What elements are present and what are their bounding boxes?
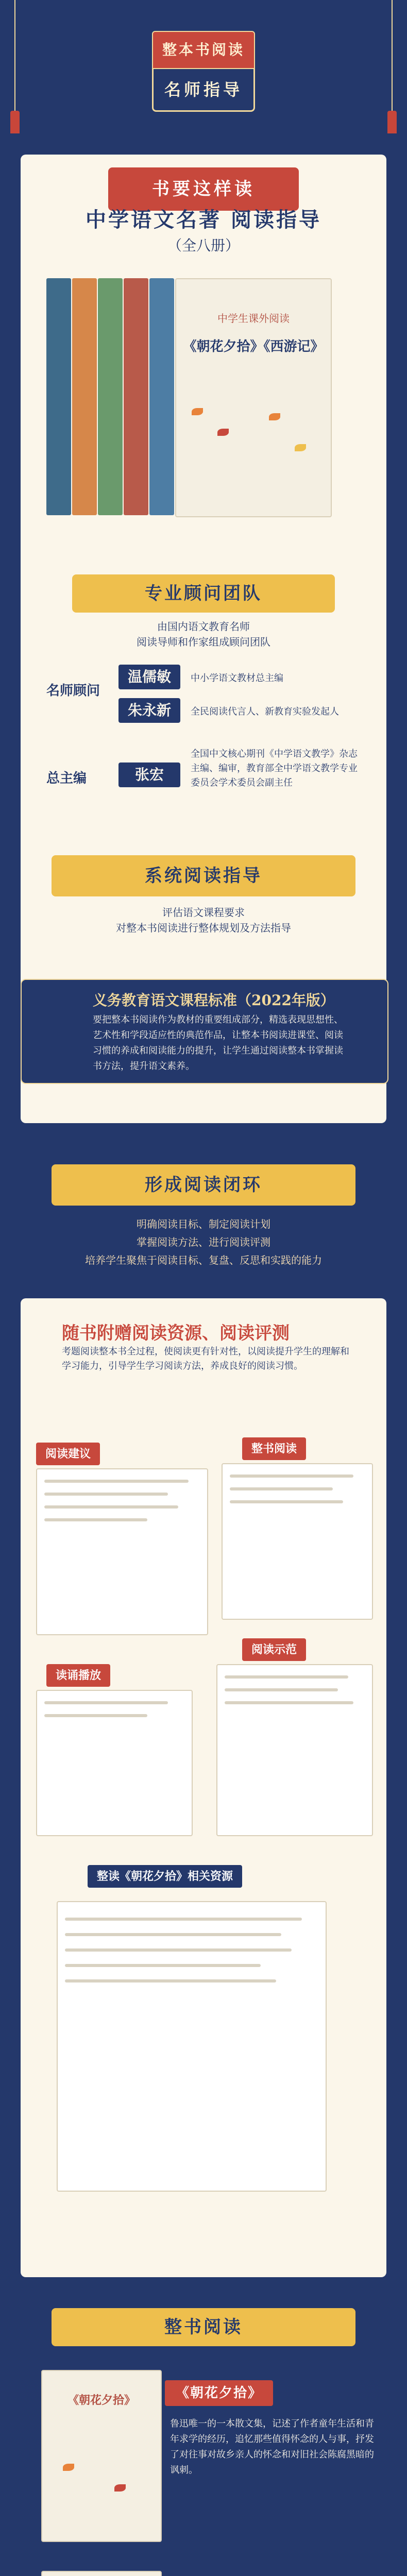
leaf-icon [269,413,280,420]
resource-screenshot [216,1664,373,1836]
advisors-pill: 专业顾问团队 [72,574,335,613]
leaf-icon [114,2484,126,2492]
loop-pill: 形成阅读闭环 [52,1164,355,1206]
editor-name: 张宏 [118,762,180,787]
leaf-icon [295,444,306,451]
system-desc: 对整本书阅读进行整体规划及方法指导 [116,922,291,934]
tab-reading-demo[interactable]: 阅读示范 [242,1638,306,1661]
advisor-name: 温儒敏 [118,665,180,689]
resource-screenshot [222,1463,373,1620]
rope-decoration [10,0,20,134]
resource-screenshot [57,1901,327,2192]
loop-desc: 培养学生聚焦于阅读目标、复盘、反思和实践的能力 [85,1254,322,1266]
book-cover-1 [41,2370,162,2542]
system-desc: 评估语文课程要求 [162,906,245,919]
loop-desc: 掌握阅读方法、进行阅读评测 [137,1236,270,1248]
editor-role: 全国中文核心期刊《中学语文教学》杂志主编、编审，教育部全中学语文教学专业委员会学术委员会副主任 [191,749,358,788]
advisor-role: 全民阅读代言人、新教育实验发起人 [191,706,339,717]
novels-pill: 整书阅读 [52,2308,355,2346]
book1-ribbon: 《朝花夕拾》 [165,2380,273,2406]
resource-screenshot [36,1468,208,1635]
tab-read-aloud[interactable]: 读诵播放 [46,1664,110,1687]
leaf-icon [63,2464,74,2471]
advisors-desc: 阅读导师和作家组成顾问团队 [137,636,270,648]
rope-decoration [387,0,397,134]
book-stack [46,278,361,520]
header-top-label: 整本书阅读 [152,31,255,69]
header-bottom-label: 名师指导 [152,69,255,112]
leaf-icon [217,429,229,436]
book-spine [72,278,97,515]
tab-whole-book[interactable]: 整书阅读 [242,1437,306,1460]
download-resources-button[interactable]: 整读《朝花夕拾》相关资源 [88,1865,242,1888]
system-pill: 系统阅读指导 [52,855,355,896]
resources-desc: 考题阅读整本书全过程，使阅读更有针对性，以阅读提升学生的理解和学习能力，引导学生学习阅读方法，养成良好的阅读习惯。 [62,1346,349,1371]
book-spine [149,278,174,515]
editor-label: 总主编 [46,771,87,786]
book-cover-2 [41,2571,162,2576]
book-spine [98,278,123,515]
book-cover-title: 《朝花夕拾》 [67,2394,135,2407]
book-spine [124,278,148,515]
standard-text: 要把整本书阅读作为教材的重要组成部分，精选表现思想性、艺术性和学段适应性的典范作品，让整本书阅读进课堂、阅读习惯的养成和阅读能力的提升，让学生通过阅读整本书掌握读书方法，提升语文素养。 [93,1014,343,1072]
advisor-name: 朱永新 [118,698,180,723]
leaf-icon [192,408,203,415]
intro-title: 中学语文名著 阅读指导 [86,208,321,232]
resources-title: 随书附赠阅读资源、阅读评测 [62,1323,290,1344]
tab-reading-advice[interactable]: 阅读建议 [36,1443,100,1465]
loop-desc: 明确阅读目标、制定阅读计划 [137,1218,270,1230]
standard-title: 义务教育语文课程标准（2022年版） [93,992,335,1009]
intro-banner: 书要这样读 [108,167,299,211]
book1-text: 鲁迅唯一的一本散文集，记述了作者童年生活和青年求学的经历，追忆那些值得怀念的人与事，抒发了对往事对故乡亲人的怀念和对旧社会陈腐黑暗的讽刺。 [170,2418,374,2476]
book-spine [46,278,71,515]
cover-top: 中学生课外阅读 [217,312,290,325]
intro-subtitle: （全八册） [167,237,240,254]
cover-title: 《朝花夕拾》《西游记》 [183,339,324,354]
header-banner [152,31,255,118]
advisor-role: 中小学语文教材总主编 [191,673,283,684]
book-cover [175,278,332,517]
advisors-label: 名师顾问 [46,683,100,699]
advisors-desc: 由国内语文教育名师 [157,620,250,633]
resource-screenshot [36,1690,193,1836]
